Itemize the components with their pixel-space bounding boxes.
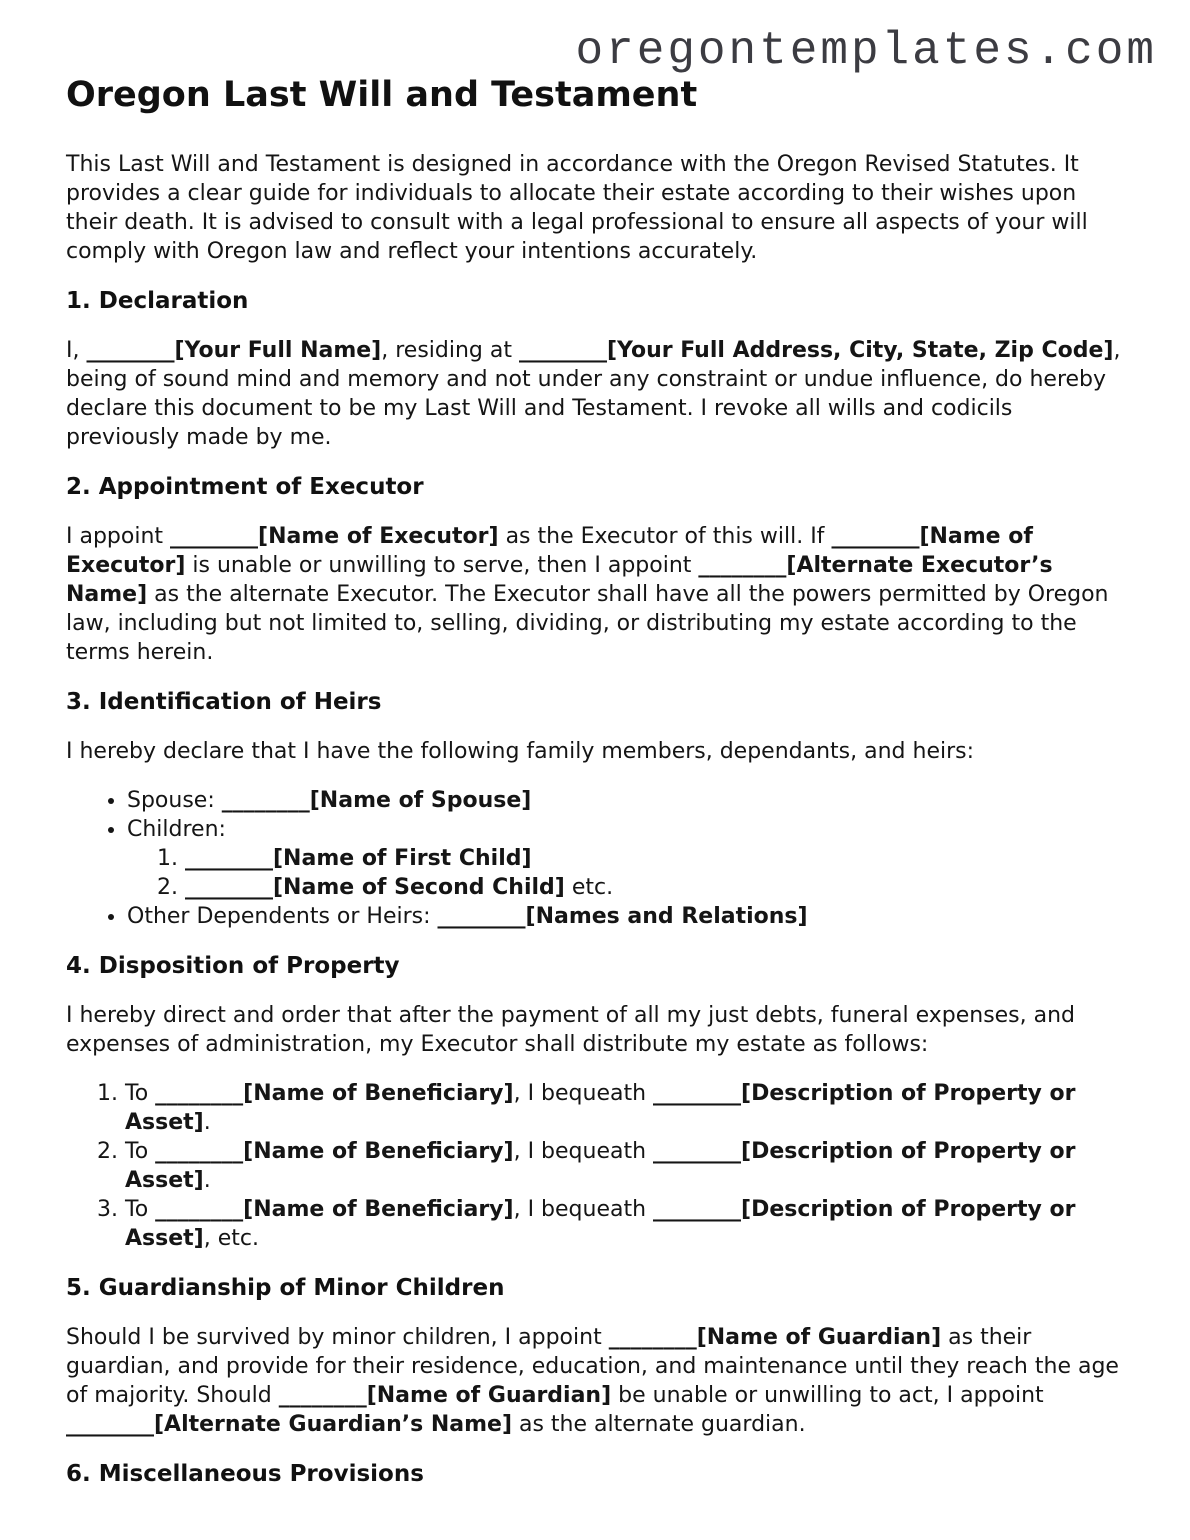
- section-declaration-paragraph: I, ________[Your Full Name], residing at ________[Your Full Address, City, State, Zip Code], being of sound mind and memory and not under any constraint or undue influence, do hereby declare this document to be my Last Will and Testament. I revoke all wills and codicils previously made by me.: [66, 338, 1121, 450]
- section-property-paragraph: I hereby direct and order that after the payment of all my just debts, funeral expenses, and expenses of administration, my Executor shall distribute my estate as follows:: [66, 1003, 1076, 1057]
- section-property-heading: 4. Disposition of Property: [66, 953, 400, 979]
- child-first-item: 1. ________[Name of First Child]: [185, 844, 1124, 873]
- beneficiary-item-2: 2. To ________[Name of Beneficiary], I bequeath ________[Description of Property or Asset].: [125, 1137, 1124, 1195]
- heirs-children-label: Children:: [127, 817, 226, 842]
- child-second-item: 2. ________[Name of Second Child] etc.: [185, 873, 1124, 902]
- section-guardianship-heading: 5. Guardianship of Minor Children: [66, 1275, 505, 1301]
- watermark-site-name: oregontemplates.com: [575, 25, 1157, 77]
- intro-paragraph: This Last Will and Testament is designed in accordance with the Oregon Revised Statutes. It provides a clear guide for individuals to allocate their estate according to their wishes upon their death. It is advised to consult with a legal professional to ensure all aspects of your will comply with Oregon law and reflect your intentions accurately.: [66, 152, 1088, 264]
- heirs-other-item: • Other Dependents or Heirs: ________[Names and Relations]: [127, 902, 1124, 931]
- section-executor-paragraph: I appoint ________[Name of Executor] as the Executor of this will. If ________[Name of Executor] is unable or unwilling to serve, then I appoint ________[Alternate Executor’s Name] as the alternate Executor. The Executor shall have all the powers permitted by Oregon law, including but not limited to, selling, dividing, or distributing my estate according to the terms herein.: [66, 524, 1109, 665]
- heirs-children-item: [127, 815, 1124, 902]
- section-guardianship-paragraph: Should I be survived by minor children, I appoint ________[Name of Guardian] as their guardian, and provide for their residence, education, and maintenance until they reach the age of majority. Should ________[Name of Guardian] be unable or unwilling to act, I appoint ________[Alternate Guardian’s Name] as the alternate guardian.: [66, 1325, 1119, 1437]
- section-heirs-heading: 3. Identification of Heirs: [66, 689, 382, 715]
- heirs-spouse-item: • Spouse: ________[Name of Spouse]: [127, 786, 1124, 815]
- beneficiary-item-1: 1. To ________[Name of Beneficiary], I bequeath ________[Description of Property or Asset].: [125, 1079, 1124, 1137]
- section-executor-heading: 2. Appointment of Executor: [66, 474, 424, 500]
- children-list: [127, 844, 1124, 902]
- document-title: Oregon Last Will and Testament: [66, 75, 698, 115]
- beneficiary-item-3: 3. To ________[Name of Beneficiary], I bequeath ________[Description of Property or Asset], etc.: [125, 1195, 1124, 1253]
- section-misc-heading: 6. Miscellaneous Provisions: [66, 1461, 424, 1487]
- section-declaration-heading: 1. Declaration: [66, 288, 249, 314]
- beneficiaries-list: [66, 1079, 1124, 1253]
- heirs-list: [66, 786, 1124, 931]
- section-heirs-paragraph: I hereby declare that I have the following family members, dependants, and heirs:: [66, 739, 975, 764]
